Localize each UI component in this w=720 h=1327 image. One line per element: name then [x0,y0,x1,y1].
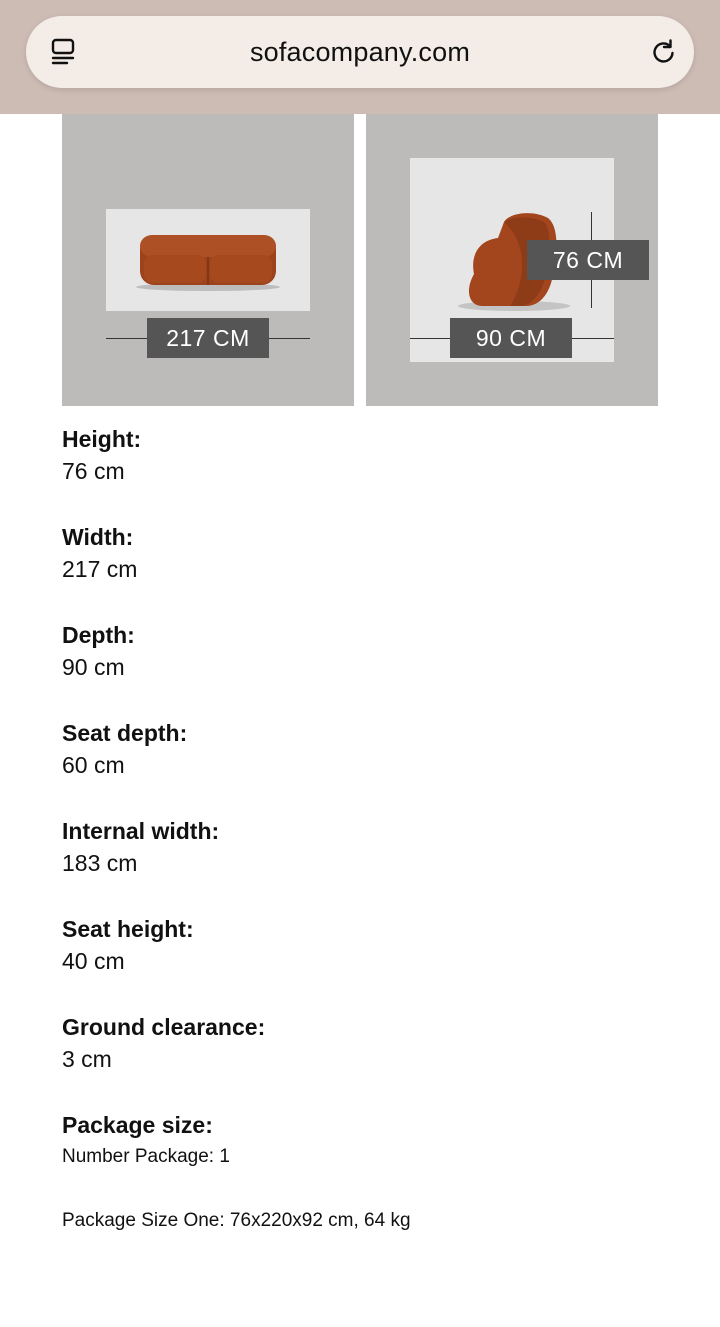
spec-package-size [62,1110,662,1234]
dimensions-spec-list [62,424,662,1234]
package-count: Number Package: 1 [62,1146,230,1167]
side-depth-label: 90 CM [450,318,572,358]
spec-seat-depth [62,718,662,816]
spec-label: Seat depth: [62,720,188,746]
spec-label: Seat height: [62,916,194,942]
spec-value: 40 cm [62,948,125,974]
browser-toolbar [0,0,720,114]
dimension-image-side[interactable] [366,114,658,406]
spec-value: 60 cm [62,752,125,778]
spec-label: Depth: [62,622,135,648]
spec-seat-height [62,914,662,1012]
spec-label: Height: [62,426,142,452]
spec-depth [62,620,662,718]
sofa-front-photo [106,209,310,311]
front-width-label: 217 CM [147,318,269,358]
reload-icon[interactable] [648,36,680,68]
dimension-image-front[interactable] [62,114,354,406]
sofa-front-illustration [106,209,310,311]
spec-label: Internal width: [62,818,220,844]
spec-internal-width [62,816,662,914]
side-height-label: 76 CM [527,240,649,280]
spec-value: 90 cm [62,654,125,680]
spec-value: 183 cm [62,850,138,876]
spec-width [62,522,662,620]
package-size-one: Package Size One: 76x220x92 cm, 64 kg [62,1210,411,1231]
spec-label: Width: [62,524,134,550]
spec-value: 76 cm [62,458,125,484]
spec-label: Ground clearance: [62,1014,266,1040]
spec-height [62,424,662,522]
spec-ground-clearance [62,1012,662,1110]
package-label: Package size: [62,1112,213,1138]
spec-value: 217 cm [62,556,138,582]
url-text[interactable]: sofacompany.com [249,37,471,67]
address-bar[interactable] [26,16,694,88]
spec-value: 3 cm [62,1046,112,1072]
